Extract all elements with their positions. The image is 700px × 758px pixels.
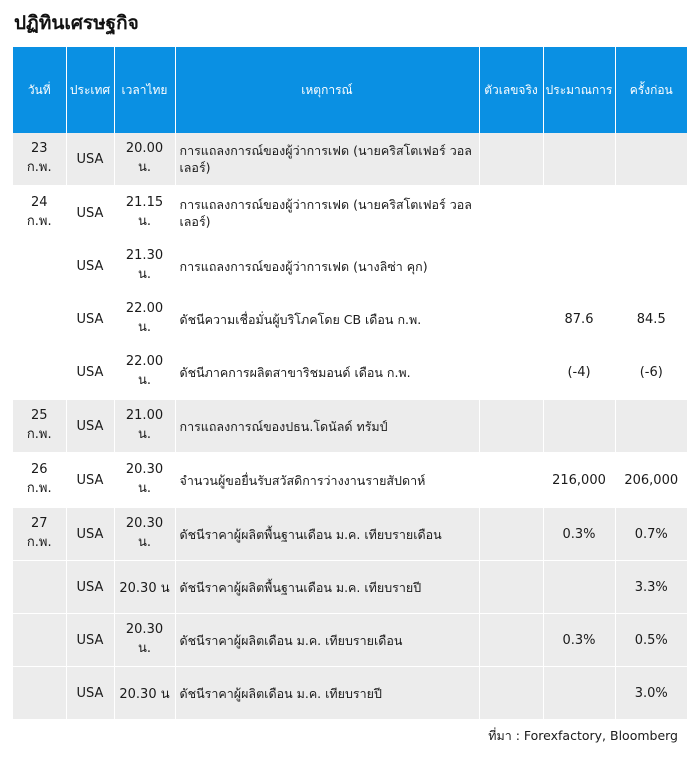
cell-date: 26 ก.พ. [13, 453, 66, 507]
cell-country: USA [66, 399, 114, 453]
cell-previous [615, 240, 687, 293]
cell-actual [479, 240, 543, 293]
economic-calendar-table [13, 47, 687, 720]
header-actual: ตัวเลขจริง [479, 47, 543, 133]
cell-date: 27 ก.พ. [13, 507, 66, 561]
cell-event: ดัชนีราคาผู้ผลิตพื้นฐานเดือน ม.ค. เทียบรายเดือน [175, 507, 479, 561]
cell-time: 20.30 น. [114, 614, 175, 667]
cell-event: ดัชนีราคาผู้ผลิตพื้นฐานเดือน ม.ค. เทียบรายปี [175, 561, 479, 614]
cell-time: 20.00 น. [114, 133, 175, 186]
cell-event: การแถลงการณ์ของปธน.โดนัลด์ ทรัมป์ [175, 399, 479, 453]
cell-previous: 3.0% [615, 667, 687, 720]
cell-event: การแถลงการณ์ของผู้ว่าการเฟด (นายคริสโตเฟอร์ วอลเลอร์) [175, 133, 479, 186]
cell-event: การแถลงการณ์ของผู้ว่าการเฟด (นางลิซ่า คุก) [175, 240, 479, 293]
cell-actual [479, 133, 543, 186]
header-forecast: ประมาณการ [543, 47, 615, 133]
cell-date [13, 240, 66, 293]
cell-previous [615, 399, 687, 453]
cell-country: USA [66, 346, 114, 400]
cell-forecast: 87.6 [543, 293, 615, 346]
cell-time: 22.00 น. [114, 293, 175, 346]
cell-actual [479, 453, 543, 507]
cell-actual [479, 667, 543, 720]
cell-actual [479, 186, 543, 240]
cell-forecast [543, 561, 615, 614]
cell-event: ดัชนีความเชื่อมั่นผู้บริโภคโดย CB เดือน ก.พ. [175, 293, 479, 346]
cell-forecast [543, 186, 615, 240]
cell-forecast: 0.3% [543, 614, 615, 667]
page-title: ปฏิทินเศรษฐกิจ [14, 12, 139, 34]
cell-previous: 84.5 [615, 293, 687, 346]
cell-date [13, 614, 66, 667]
source-note: ที่มา : Forexfactory, Bloomberg [488, 728, 678, 743]
cell-country: USA [66, 453, 114, 507]
cell-forecast [543, 667, 615, 720]
cell-actual [479, 399, 543, 453]
cell-country: USA [66, 667, 114, 720]
header-thai-time: เวลาไทย [114, 47, 175, 133]
cell-previous: 0.5% [615, 614, 687, 667]
table-row [13, 293, 687, 346]
cell-time: 21.15 น. [114, 186, 175, 240]
table-row [13, 614, 687, 667]
cell-event: ดัชนีภาคการผลิตสาขาริชมอนด์ เดือน ก.พ. [175, 346, 479, 400]
cell-time: 21.30 น. [114, 240, 175, 293]
cell-time: 20.30 น. [114, 507, 175, 561]
cell-forecast: 216,000 [543, 453, 615, 507]
cell-country: USA [66, 293, 114, 346]
cell-actual [479, 293, 543, 346]
cell-event: ดัชนีราคาผู้ผลิตเดือน ม.ค. เทียบรายเดือน [175, 614, 479, 667]
cell-event: การแถลงการณ์ของผู้ว่าการเฟด (นายคริสโตเฟอร์ วอลเลอร์) [175, 186, 479, 240]
cell-date [13, 561, 66, 614]
cell-previous [615, 186, 687, 240]
cell-forecast [543, 240, 615, 293]
cell-previous: (-6) [615, 346, 687, 400]
cell-previous [615, 133, 687, 186]
cell-previous: 0.7% [615, 507, 687, 561]
cell-forecast [543, 133, 615, 186]
header-row [13, 47, 687, 133]
cell-time: 20.30 น [114, 561, 175, 614]
cell-actual [479, 614, 543, 667]
table-row [13, 346, 687, 400]
cell-date [13, 346, 66, 400]
table-row [13, 507, 687, 561]
table-row [13, 453, 687, 507]
cell-date: 23 ก.พ. [13, 133, 66, 186]
cell-country: USA [66, 133, 114, 186]
header-event: เหตุการณ์ [175, 47, 479, 133]
cell-forecast: (-4) [543, 346, 615, 400]
table-row [13, 133, 687, 186]
table-row [13, 561, 687, 614]
cell-previous: 3.3% [615, 561, 687, 614]
cell-date [13, 293, 66, 346]
header-date: วันที่ [13, 47, 66, 133]
table-row [13, 667, 687, 720]
cell-date [13, 667, 66, 720]
cell-time: 21.00 น. [114, 399, 175, 453]
cell-event: ดัชนีราคาผู้ผลิตเดือน ม.ค. เทียบรายปี [175, 667, 479, 720]
cell-time: 20.30 น [114, 667, 175, 720]
cell-country: USA [66, 614, 114, 667]
cell-time: 22.00 น. [114, 346, 175, 400]
header-country: ประเทศ [66, 47, 114, 133]
cell-country: USA [66, 186, 114, 240]
cell-country: USA [66, 507, 114, 561]
cell-actual [479, 346, 543, 400]
cell-country: USA [66, 561, 114, 614]
table-row [13, 240, 687, 293]
cell-country: USA [66, 240, 114, 293]
table-row [13, 186, 687, 240]
cell-actual [479, 561, 543, 614]
cell-forecast [543, 399, 615, 453]
cell-event: จำนวนผู้ขอยื่นรับสวัสดิการว่างงานรายสัปดาห์ [175, 453, 479, 507]
table-row [13, 399, 687, 453]
cell-previous: 206,000 [615, 453, 687, 507]
cell-time: 20.30 น. [114, 453, 175, 507]
header-previous: ครั้งก่อน [615, 47, 687, 133]
cell-forecast: 0.3% [543, 507, 615, 561]
cell-actual [479, 507, 543, 561]
cell-date: 25 ก.พ. [13, 399, 66, 453]
cell-date: 24 ก.พ. [13, 186, 66, 240]
